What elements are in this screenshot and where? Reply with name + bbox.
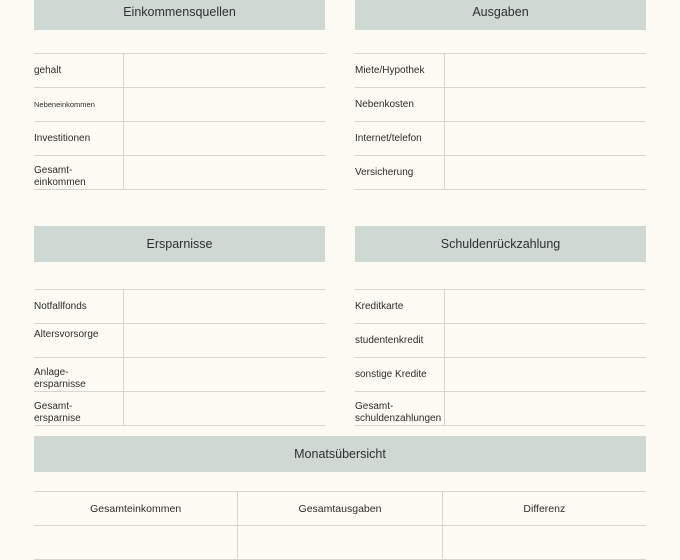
table-row	[34, 358, 325, 392]
investments-value-cell[interactable]	[124, 122, 325, 155]
income-table	[34, 53, 325, 190]
other-loans-value-cell[interactable]	[445, 358, 646, 391]
row-label-investments: Investitionen	[34, 122, 124, 155]
emergency-fund-value-cell[interactable]	[124, 290, 325, 323]
total-expenses-summary-cell[interactable]	[237, 526, 441, 559]
utilities-value-cell[interactable]	[445, 88, 646, 121]
total-income-value-cell[interactable]	[124, 156, 325, 189]
savings-header: Ersparnisse	[34, 226, 325, 262]
table-row	[355, 392, 646, 426]
total-debt-value-cell[interactable]	[445, 392, 646, 425]
table-row	[355, 324, 646, 358]
row-label-total-savings: Gesamt- ersparnise	[34, 392, 124, 425]
row-label-insurance: Versicherung	[355, 156, 445, 189]
debt-table	[355, 289, 646, 426]
row-label-credit-card: Kreditkarte	[355, 290, 445, 323]
side-income-value-cell[interactable]	[124, 88, 325, 121]
row-label-rent: Miete/Hypothek	[355, 54, 445, 87]
table-row	[355, 358, 646, 392]
summary-table	[34, 491, 646, 560]
row-label-salary: gehalt	[34, 54, 124, 87]
rent-value-cell[interactable]	[445, 54, 646, 87]
summary-header: Monatsübersicht	[34, 436, 646, 472]
table-row	[34, 54, 325, 88]
retirement-value-cell[interactable]	[124, 324, 325, 357]
expenses-header: Ausgaben	[355, 0, 646, 30]
expenses-table	[355, 53, 646, 190]
row-label-student-loan: studentenkredit	[355, 324, 445, 357]
column-header-total-expenses: Gesamtausgaben	[237, 492, 441, 525]
table-row	[34, 88, 325, 122]
row-label-other-loans: sonstige Kredite	[355, 358, 445, 391]
student-loan-value-cell[interactable]	[445, 324, 646, 357]
table-row	[34, 392, 325, 426]
column-header-total-income: Gesamteinkommen	[90, 502, 182, 515]
salary-value-cell[interactable]	[124, 54, 325, 87]
table-row	[34, 324, 325, 358]
table-row	[355, 54, 646, 88]
investment-savings-value-cell[interactable]	[124, 358, 325, 391]
difference-summary-cell[interactable]	[442, 526, 646, 559]
row-label-emergency-fund: Notfallfonds	[34, 290, 124, 323]
insurance-value-cell[interactable]	[445, 156, 646, 189]
row-label-internet: Internet/telefon	[355, 122, 445, 155]
table-row	[355, 290, 646, 324]
income-header: Einkommensquellen	[34, 0, 325, 30]
debt-section	[355, 226, 646, 426]
debt-header: Schuldenrückzahlung	[355, 226, 646, 262]
expenses-section	[355, 0, 646, 190]
summary-value-row	[34, 526, 646, 560]
row-label-total-income: Gesamt- einkommen	[34, 156, 124, 189]
row-label-utilities: Nebenkosten	[355, 88, 445, 121]
internet-value-cell[interactable]	[445, 122, 646, 155]
table-row	[355, 156, 646, 190]
table-row	[355, 122, 646, 156]
table-row	[34, 122, 325, 156]
monthly-summary-section	[34, 436, 646, 560]
column-header-difference: Differenz	[442, 492, 646, 525]
row-label-investment-savings: Anlage- ersparnisse	[34, 358, 124, 391]
credit-card-value-cell[interactable]	[445, 290, 646, 323]
income-section	[34, 0, 325, 190]
total-income-summary-cell[interactable]	[34, 526, 237, 559]
savings-section	[34, 226, 325, 426]
row-label-side-income: Nebeneinkommen	[34, 88, 124, 121]
total-savings-value-cell[interactable]	[124, 392, 325, 425]
table-row	[355, 88, 646, 122]
row-label-total-debt: Gesamt- schuldenzahlungen	[355, 392, 445, 425]
table-row	[34, 290, 325, 324]
row-label-retirement: Altersvorsorge	[34, 324, 124, 357]
summary-header-row	[34, 492, 646, 526]
savings-table	[34, 289, 325, 426]
table-row	[34, 156, 325, 190]
